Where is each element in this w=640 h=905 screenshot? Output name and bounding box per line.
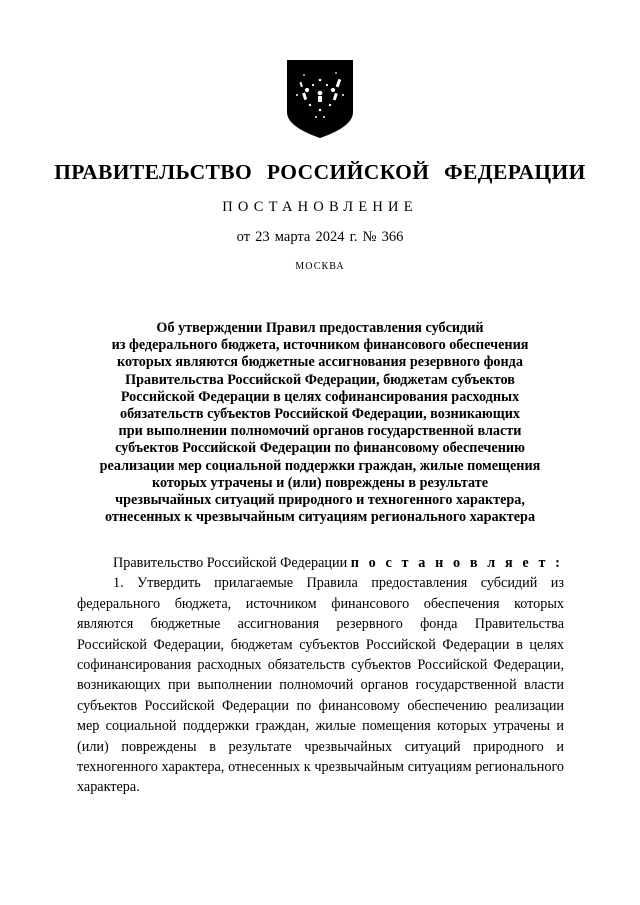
document-body bbox=[77, 553, 564, 798]
document-kind: ПОСТАНОВЛЕНИЕ bbox=[222, 199, 418, 215]
document-city: МОСКВА bbox=[295, 261, 345, 272]
document-date-number: от 23 марта 2024 г. № 366 bbox=[236, 229, 404, 245]
russian-coat-of-arms-icon bbox=[287, 60, 353, 138]
title-line: при выполнении полномочий органов государственной власти bbox=[118, 423, 522, 440]
title-line: обязательств субъектов Российской Федерации, возникающих bbox=[119, 406, 521, 423]
title-line: из федерального бюджета, источником финансового обеспечения bbox=[111, 337, 529, 354]
title-line: Об утверждении Правил предоставления субсидий bbox=[156, 320, 484, 336]
title-line: которых утрачены и (или) повреждены в результате bbox=[151, 474, 489, 491]
title-line: отнесенных к чрезвычайным ситуациям регионального характера bbox=[104, 509, 536, 526]
page-title: ПРАВИТЕЛЬСТВО РОССИЙСКОЙ ФЕДЕРАЦИИ bbox=[54, 160, 586, 184]
title-line: реализации мер социальной поддержки граждан, жилые помещения bbox=[99, 457, 541, 474]
document-subject-title bbox=[76, 320, 564, 526]
resolution-intro-text: Правительство Российской Федерации bbox=[113, 555, 351, 571]
clause-1-paragraph: 1. Утвердить прилагаемые Правила предоставления субсидий из федерального бюджета, источником финансового обеспечения которых являются бюджетные ассигнования резервного фонда Правительства Российской Федерации, бюджетам субъектов Российской Федерации в целях софинансирования расходных обязательств субъектов Российской Федерации, возникающих при выполнении полномочий органов государственной власти субъектов Российской Федерации по финансовому обеспечению реализации мер социальной поддержки граждан, жилые помещения которых утрачены и (или) повреждены в результате чрезвычайных ситуаций природного и техногенного характера, отнесенных к чрезвычайным ситуациям регионального характера. bbox=[77, 575, 564, 796]
emblem-container bbox=[0, 60, 640, 138]
title-line: чрезвычайных ситуаций природного и техногенного характера, bbox=[115, 492, 525, 509]
title-line: субъектов Российской Федерации по финансовому обеспечению bbox=[115, 440, 525, 457]
resolution-verb: п о с т а н о в л я е т : bbox=[350, 555, 563, 571]
resolution-intro-paragraph bbox=[77, 553, 564, 573]
title-line: Правительства Российской Федерации, бюджетам субъектов bbox=[125, 371, 515, 388]
title-line: которых являются бюджетные ассигнования резервного фонда bbox=[117, 354, 523, 371]
title-line: Российской Федерации в целях софинансирования расходных bbox=[120, 388, 520, 405]
